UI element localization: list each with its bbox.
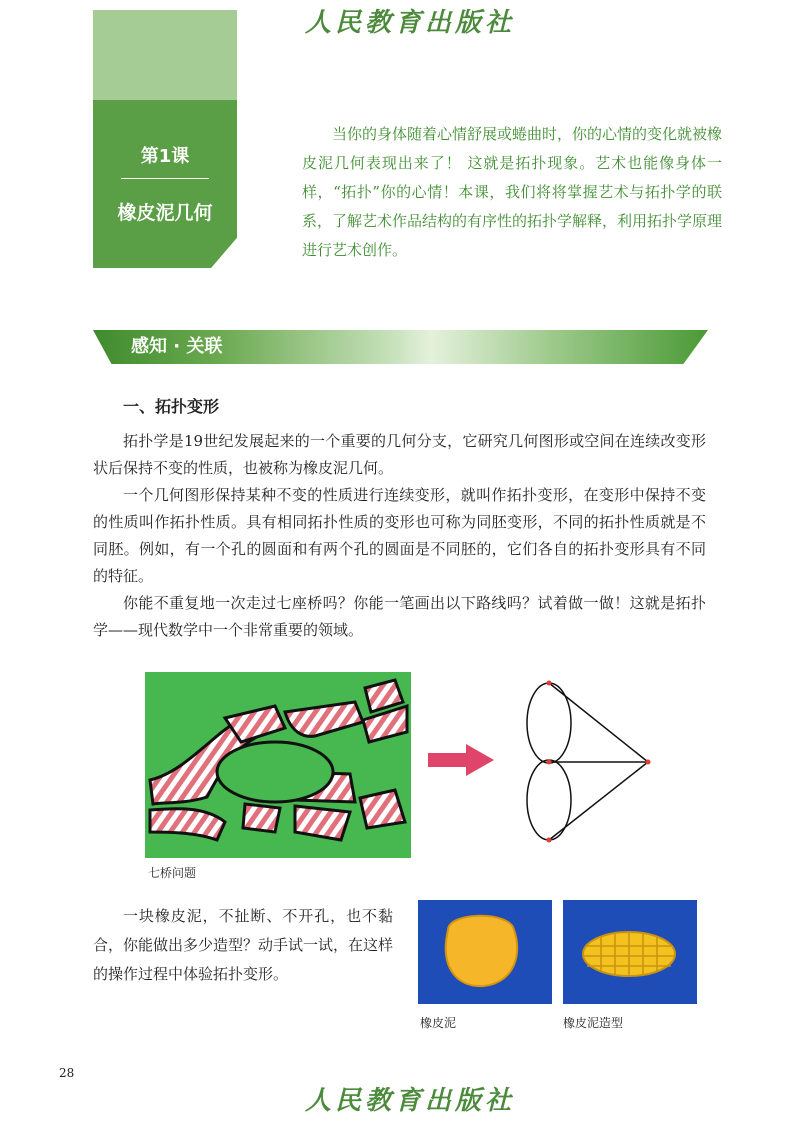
clay-caption: 橡皮泥 [420, 1016, 457, 1030]
lesson-tab-divider [121, 178, 209, 179]
seven-bridges-image [145, 672, 411, 858]
clay-photo [418, 900, 552, 1004]
clay-sculpture-caption: 橡皮泥造型 [563, 1016, 624, 1030]
section-title: 感知 · 关联 [131, 336, 223, 357]
one-stroke-graph-diagram [515, 676, 655, 848]
lesson-tab-top [93, 10, 237, 100]
publisher-logo-footer: 人民教育出版社 [305, 1086, 516, 1116]
lesson-tab [93, 100, 237, 268]
seven-bridges-caption: 七桥问题 [148, 866, 197, 880]
lesson-title: 橡皮泥几何 [117, 202, 213, 224]
page-number: 28 [59, 1066, 75, 1080]
paragraph-seven-bridges: 你能不重复地一次走过七座桥吗？你能一笔画出以下路线吗？试着做一做！这就是拓扑学——现代数学中一个非常重要的领域。 [93, 594, 706, 639]
paragraph-topology-definition: 拓扑学是19世纪发展起来的一个重要的几何分支，它研究几何图形或空间在连续改变形状后保持不变的性质，也被称为橡皮泥几何。 [93, 432, 706, 477]
paragraph-clay: 一块橡皮泥，不扯断、不开孔，也不黏合，你能做出多少造型？动手试一试，在这样的操作过程中体验拓扑变形。 [93, 907, 394, 983]
publisher-logo-header: 人民教育出版社 [305, 8, 516, 38]
paragraph-topological-deformation: 一个几何图形保持某种不变的性质进行连续变形，就叫作拓扑变形，在变形中保持不变的性质叫作拓扑性质。具有相同拓扑性质的变形也可称为同胚变形，不同的拓扑性质就是不同胚。例如，有一个孔的圆面和有两个孔的圆面是不同胚的，它们各自的拓扑变形具有不同的特征。 [93, 486, 706, 585]
right-arrow-icon [428, 744, 496, 780]
subsection-heading: 一、拓扑变形 [123, 397, 220, 416]
clay-sculpture-photo [563, 900, 697, 1004]
lesson-number: 第1课 [140, 146, 190, 167]
intro-paragraph: 当你的身体随着心情舒展或蜷曲时，你的心情的变化就被橡皮泥几何表现出来了！ 这就是拓扑现象。艺术也能像身体一样，“拓扑”你的心情！本课，我们将将掌握艺术与拓扑学的联系，了解艺术作品结构的有序性的拓扑学解释，利用拓扑学原理进行艺术创作。 [302, 125, 723, 259]
